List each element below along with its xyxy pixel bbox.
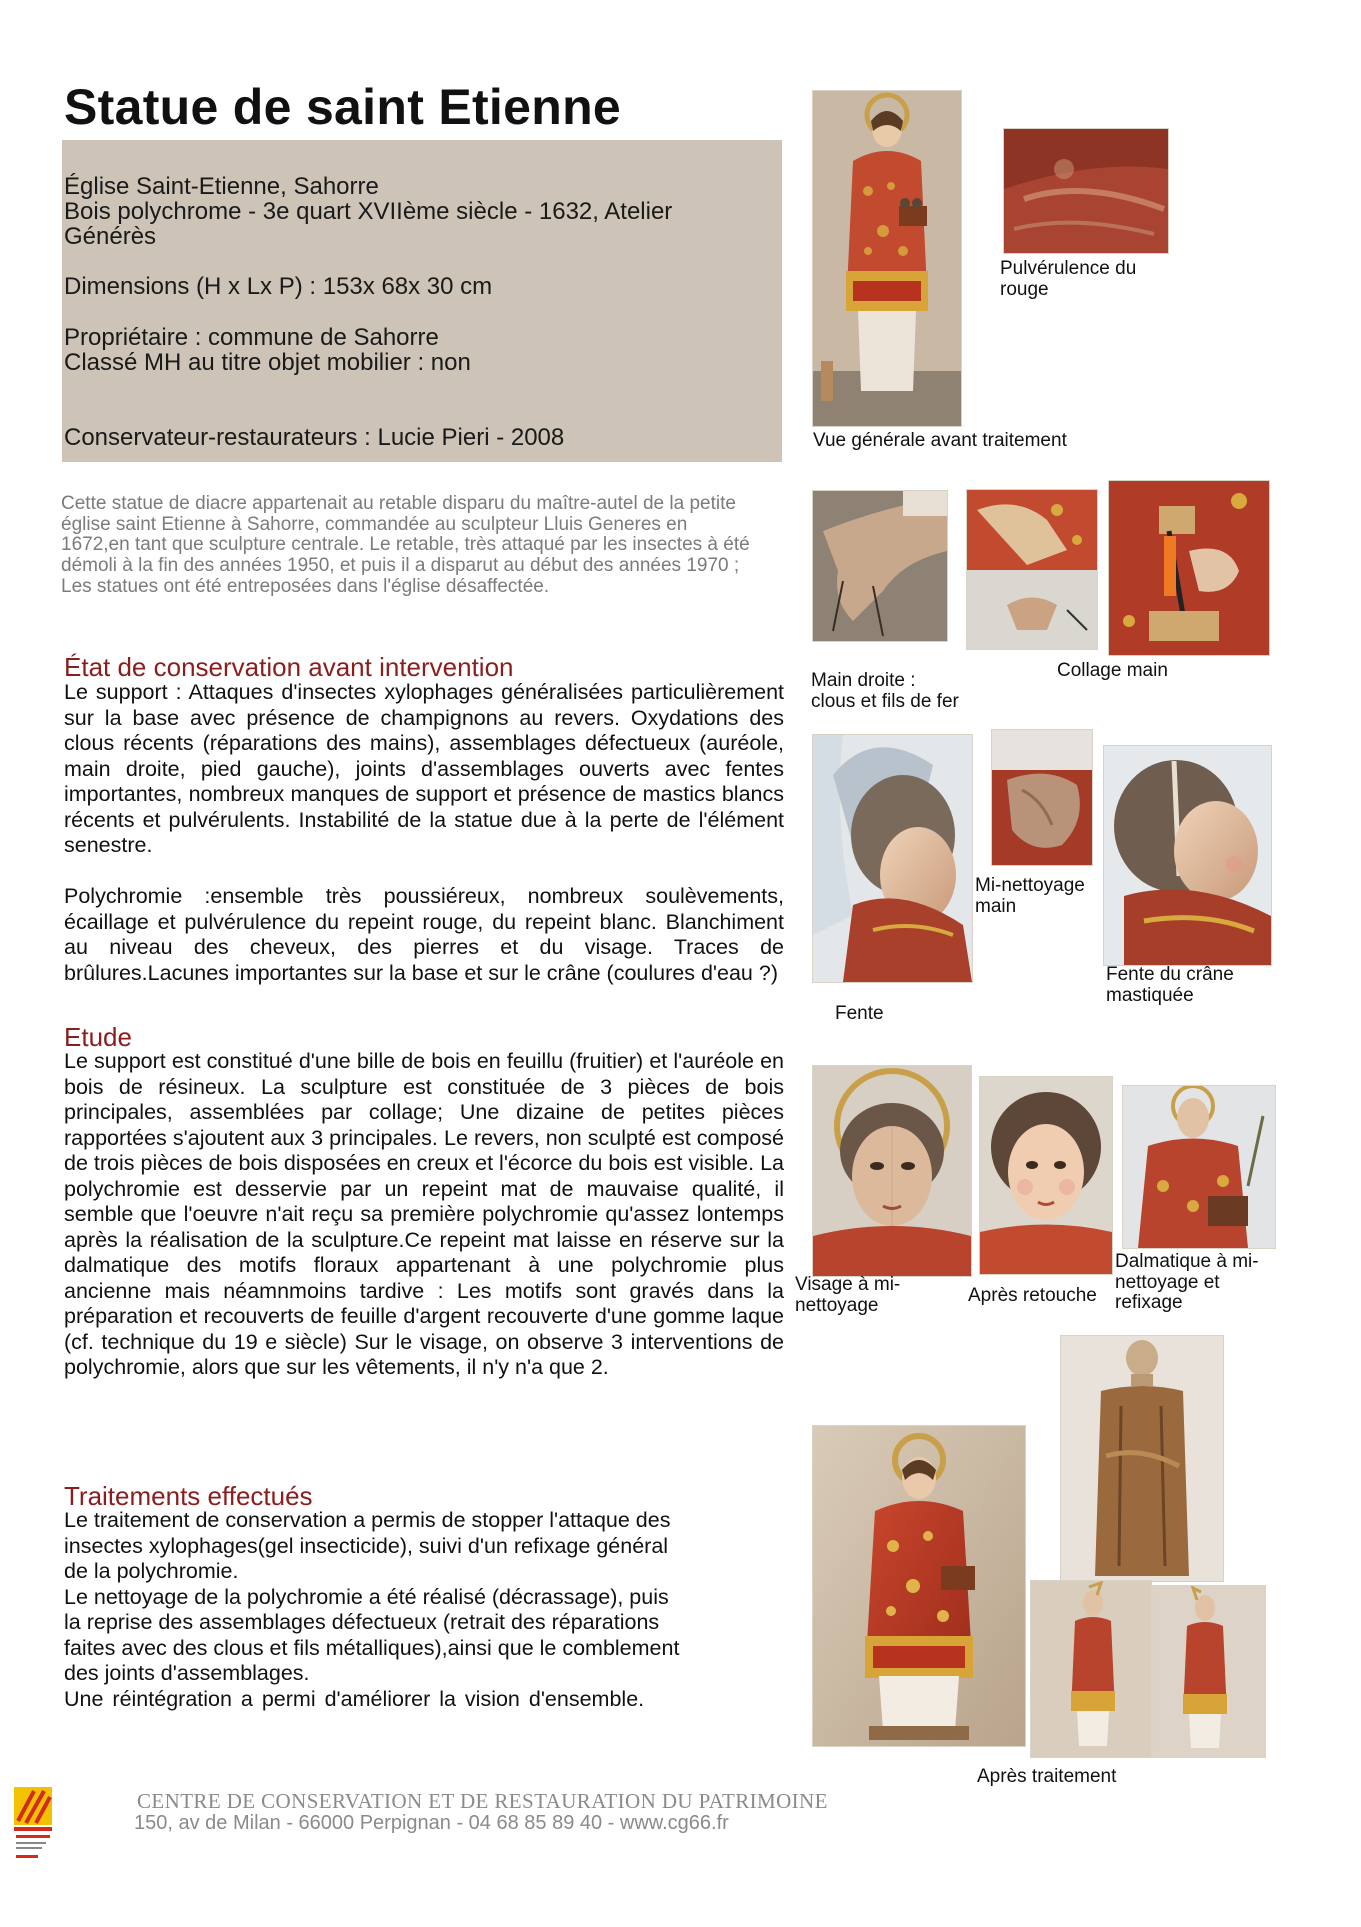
caption-mi-nettoyage-main: Mi-nettoyage main [975, 875, 1085, 917]
caption-fente: Fente [835, 1003, 884, 1024]
caption-dalmatique: Dalmatique à mi-nettoyage et refixage [1115, 1251, 1259, 1313]
classification: Classé MH au titre objet mobilier : non [64, 349, 471, 376]
etat-support-text: Le support : Attaques d'insectes xylophages généralisées particulièrement sur la base avec présence de champignons au revers. Oxydations des clous récents (réparations des mains), assemblages défectueux (auréole, main droite, pied gauche), joints d'assemblages ouverts avec fentes importantes, nombreux manques de support et présence de mastics blancs récents et pulvérulents. Instabilité de la statue due à la perte de l'élément senestre. [64, 680, 784, 857]
etude-text: Le support est constitué d'une bille de bois en feuillu (fruitier) et l'auréole en bois de résineux. La sculpture est constituée de 3 pièces de bois principales, assemblées par collage; Une dizaine de petites pièces rapportées s'ajoutent aux 3 principales. Le revers, non sculpté est composé de trois pièces de bois disposées en creux et l'écorce du bois est visible. La polychromie est desservie par un repeint mat de mauvaise qualité, il semble que l'oeuvre n'ait reçu sa première polychromie qu'assez lontemps après la réalisation de la sculpture.Ce repeint mat laisse en réserve sur la dalmatique des motifs floraux appartenant à une polychromie plus ancienne mais néamnmoins tardive : Les motifs sont gravés dans la préparation et recouverts de feuille d'argent recouverte d'une gomme laque (cf. technique du 19 e siècle) Sur le visage, on observe 3 interventions de polychromie, alors que sur les vêtements, il n'y n'a que 2. [64, 1049, 784, 1379]
photo-hand-gluing-2 [1108, 480, 1270, 656]
caption-apres-retouche: Après retouche [968, 1285, 1097, 1306]
photo-dalmatic [1122, 1085, 1276, 1249]
photo-after-treatment-side-2 [1152, 1585, 1266, 1758]
workshop: Générès [64, 223, 157, 250]
caption-main-droite: Main droite : clous et fils de fer [811, 670, 959, 712]
photo-hand-gluing-1 [966, 489, 1098, 650]
info-box [62, 140, 782, 462]
section-heading-etat: État de conservation avant intervention [64, 652, 514, 682]
traitements-text: Le traitement de conservation a permis de stopper l'attaque des insectes xylophages(gel insecticide), suivi d'un refixage général de la polychromie. Le nettoyage de la polychromie a été réalisé (décrassage), puis la reprise des assemblages défectueux (retrait des réparations faites avec des clous et fils métalliques),ainsi que le comblement des joints d'assemblages. Une réintégration a permi d'améliorer la vision d'ensemble. [64, 1508, 680, 1711]
intro-text: Cette statue de diacre appartenait au retable disparu du maître-autel de la petite église saint Etienne à Sahorre, commandée au sculpteur Lluis Generes en 1672,en tant que sculpture centrale. Le retable, très attaqué par les insectes à été démoli à la fin des années 1950, et puis il a disparut au début des années 1970 ; Les statues ont été entreposées dans l'église désaffectée. [61, 493, 750, 597]
photo-general-view-before [812, 90, 962, 427]
photo-face-half-cleaned [812, 1065, 972, 1277]
photo-after-treatment-side-1 [1030, 1580, 1152, 1758]
page-title: Statue de saint Etienne [64, 79, 622, 135]
caption-visage: Visage à mi-nettoyage [795, 1274, 901, 1316]
photo-red-powdering [1003, 128, 1169, 254]
photo-after-treatment-front [812, 1425, 1026, 1747]
caption-collage-main: Collage main [1057, 660, 1168, 681]
caption-pulverulence: Pulvérulence du rouge [1000, 258, 1137, 300]
etat-polychromie-text: Polychromie :ensemble très poussiéreux, nombreux soulèvements, écaillage et pulvérulence du repeint rouge, du repeint blanc. Blanchiment au niveau des cheveux, des pierres et du visage. Traces de brûlures.Lacunes importantes sur la base et sur le crâne (coulures d'eau ?) [64, 884, 784, 985]
owner: Propriétaire : commune de Sahorre [64, 324, 439, 351]
photo-after-retouching [979, 1076, 1113, 1275]
footer-organization: CENTRE DE CONSERVATION ET DE RESTAURATION DU PATRIMOINE [137, 1789, 828, 1813]
photo-back-view [1060, 1335, 1224, 1582]
caption-apres-traitement: Après traitement [977, 1766, 1117, 1787]
caption-vue-generale: Vue générale avant traitement [813, 430, 1067, 451]
location: Église Saint-Etienne, Sahorre [64, 173, 379, 200]
dimensions: Dimensions (H x Lx P) : 153x 68x 30 cm [64, 273, 493, 300]
restorers: Conservateur-restaurateurs : Lucie Pieri - 2008 [64, 424, 565, 451]
section-heading-traitements: Traitements effectués [64, 1481, 313, 1511]
council-logo [12, 1785, 58, 1863]
photo-right-hand [812, 490, 948, 642]
footer-address: 150, av de Milan - 66000 Perpignan - 04 68 85 89 40 - www.cg66.fr [134, 1812, 729, 1834]
photo-crack [812, 734, 973, 983]
section-heading-etude: Etude [64, 1022, 132, 1052]
material-date: Bois polychrome - 3e quart XVIIème siècle - 1632, Atelier [64, 198, 673, 225]
photo-skull-crack-filled [1103, 745, 1272, 966]
caption-fente-crane: Fente du crâne mastiquée [1106, 964, 1234, 1006]
photo-hand-cleaning [991, 729, 1093, 866]
